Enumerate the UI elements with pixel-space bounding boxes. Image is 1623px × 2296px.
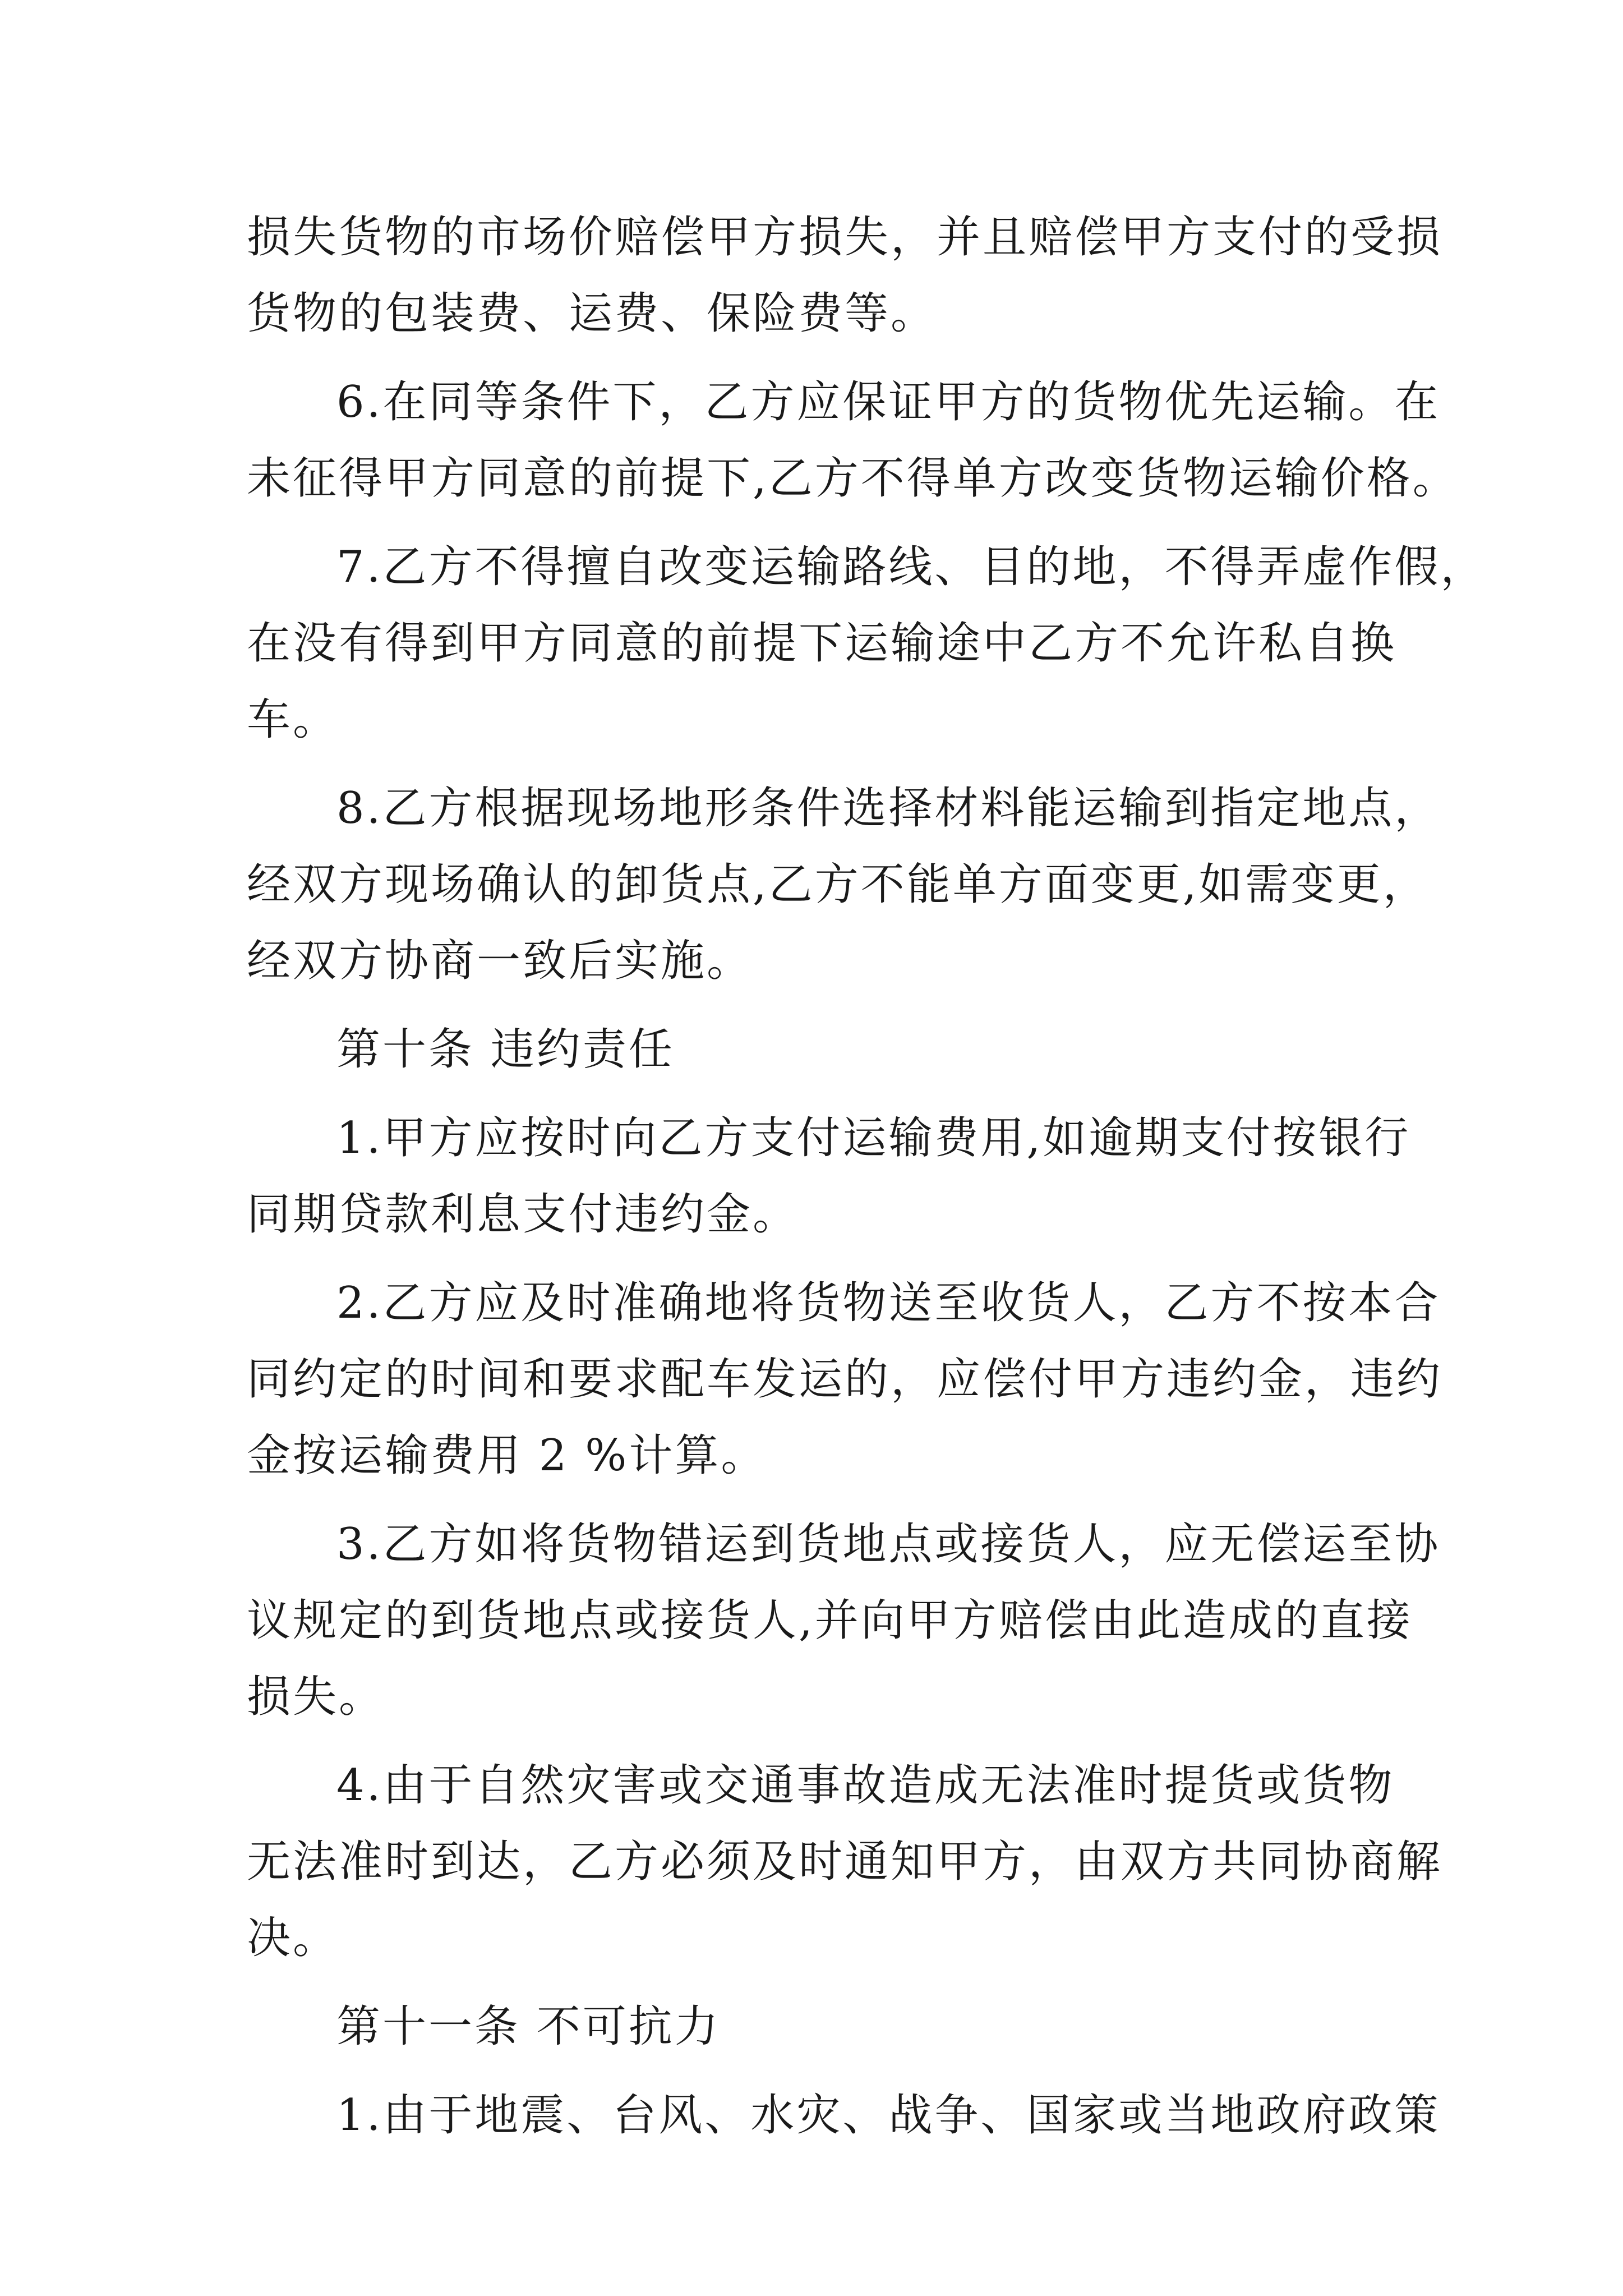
text-line: 同期贷款利息支付违约金。 [247,1189,799,1240]
text-line: 决。 [247,1913,339,1963]
text-line: 金按运输费用 2 %计算。 [247,1430,767,1481]
section-heading-article-11: 第十一条 不可抗力 [336,2001,721,2052]
text-line: 议规定的到货地点或接货人,并向甲方赔偿由此造成的直接 [247,1595,1413,1646]
text-line: 未征得甲方同意的前提下,乙方不得单方改变货物运输价格。 [247,453,1459,504]
text-line: 经双方协商一致后实施。 [247,936,753,986]
text-line: 同约定的时间和要求配车发运的，应偿付甲方违约金，违约 [247,1354,1443,1405]
document-body [247,199,1487,2154]
text-line: 货物的包装费、运费、保险费等。 [247,288,937,339]
clause-7: 7.乙方不得擅自改变运输路线、目的地，不得弄虚作假， [336,542,1487,592]
clause-10-3: 3.乙方如将货物错运到货地点或接货人，应无偿运至协 [336,1519,1441,1570]
text-line: 在没有得到甲方同意的前提下运输途中乙方不允许私自换 [247,618,1397,669]
text-line: 损失货物的市场价赔偿甲方损失，并且赔偿甲方支付的受损 [247,212,1443,263]
clause-8: 8.乙方根据现场地形条件选择材料能运输到指定地点， [336,783,1441,834]
clause-6: 6.在同等条件下，乙方应保证甲方的货物优先运输。在 [336,377,1441,427]
clause-11-1: 1.由于地震、台风、水灾、战争、国家或当地政府政策 [336,2090,1441,2141]
text-line: 损失。 [247,1672,385,1722]
clause-10-1: 1.甲方应按时向乙方支付运输费用,如逾期支付按银行 [336,1113,1411,1163]
clause-10-2: 2.乙方应及时准确地将货物送至收货人，乙方不按本合 [336,1278,1441,1328]
text-line: 车。 [247,694,339,745]
clause-10-4: 4.由于自然灾害或交通事故造成无法准时提货或货物 [336,1760,1395,1811]
text-line: 经双方现场确认的卸货点,乙方不能单方面变更,如需变更， [247,859,1429,910]
text-line: 无法准时到达，乙方必须及时通知甲方，由双方共同协商解 [247,1837,1443,1887]
section-heading-article-10: 第十条 违约责任 [336,1024,675,1075]
